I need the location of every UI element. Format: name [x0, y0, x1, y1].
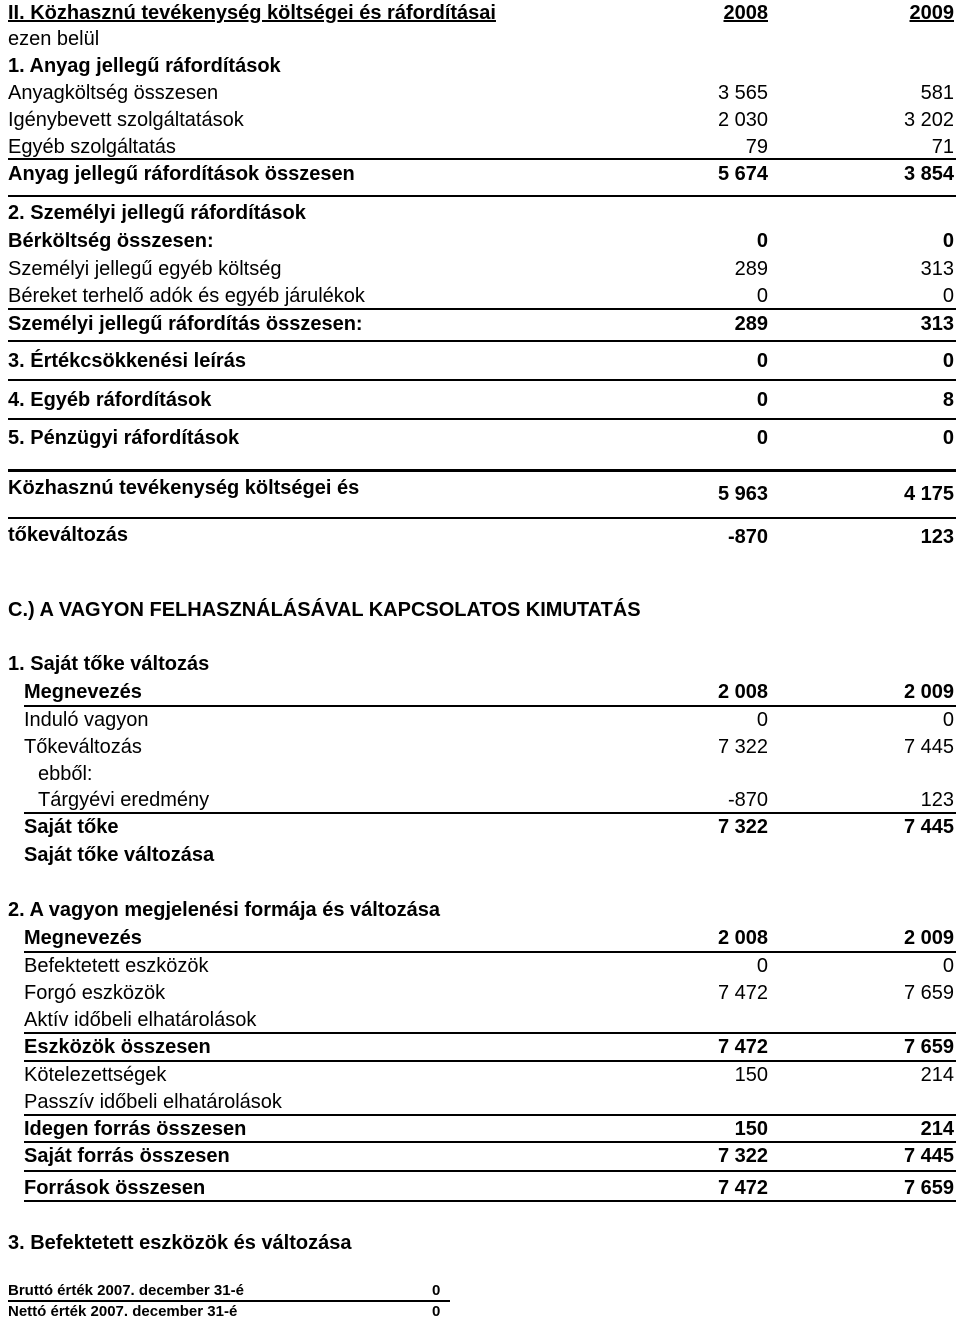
table-row	[0, 1062, 960, 1088]
divider	[8, 418, 956, 420]
row-value: 0	[432, 1303, 441, 1320]
divider	[8, 517, 956, 519]
row-value-2009: 581	[920, 82, 954, 104]
row-value-2009: 0	[942, 955, 954, 977]
row-label: 3. Értékcsökkenési leírás	[8, 350, 246, 372]
row-value-2008: 5 674	[717, 163, 768, 185]
row-value-2009: 4 175	[903, 483, 954, 505]
row-value-2008: 0	[756, 709, 768, 731]
row-label: Személyi jellegű ráfordítás összesen:	[8, 313, 363, 335]
row-value-2009: 7 659	[903, 1036, 954, 1058]
table-row	[0, 1034, 960, 1060]
group-5-row	[0, 425, 960, 451]
row-value-2009: 0	[942, 427, 954, 449]
row-label: Igénybevett szolgáltatások	[8, 109, 244, 131]
divider	[24, 1170, 956, 1172]
table-1-title-row	[0, 651, 960, 677]
row-value-2008: 289	[734, 313, 768, 335]
row-label: 4. Egyéb ráfordítások	[8, 389, 212, 411]
table-row	[0, 1007, 960, 1033]
row-value-2008: 79	[745, 136, 768, 158]
row-value-2009: 0	[942, 709, 954, 731]
section-2-total-row	[0, 475, 960, 505]
row-label: Tárgyévi eredmény	[38, 789, 210, 811]
row-value-2009: 7 445	[903, 736, 954, 758]
row-label: Közhasznú tevékenység költségei és	[8, 477, 360, 499]
divider	[8, 308, 956, 310]
ezen-belul-label: ezen belül	[8, 28, 100, 50]
column-header: Megnevezés	[24, 681, 142, 703]
table-row	[0, 787, 960, 813]
row-value-2009: 0	[942, 350, 954, 372]
row-label: Személyi jellegű egyéb költség	[8, 258, 282, 280]
table-1-title: 1. Saját tőke változás	[8, 653, 210, 675]
row-value-2008: 150	[734, 1064, 768, 1086]
table-1-header	[0, 679, 960, 705]
row-value-2009: 3 854	[903, 163, 954, 185]
row-label: ebből:	[38, 763, 93, 785]
row-value-2009: 71	[931, 136, 954, 158]
row-label: Bérköltség összesen:	[8, 230, 214, 252]
table-row	[0, 842, 960, 868]
table-row	[0, 707, 960, 733]
section-c-title-row	[0, 597, 960, 623]
table-2-title-row	[0, 897, 960, 923]
table-row	[0, 256, 960, 282]
table-row	[0, 980, 960, 1006]
row-value-2008: 7 322	[717, 1145, 768, 1167]
group-3-row	[0, 348, 960, 374]
section-c-title: C.) A VAGYON FELHASZNÁLÁSÁVAL KAPCSOLATOS KIMUTATÁS	[8, 599, 641, 621]
table-row	[0, 1143, 960, 1169]
divider	[8, 469, 956, 472]
row-label: Egyéb szolgáltatás	[8, 136, 176, 158]
row-value-2009: 214	[920, 1064, 954, 1086]
divider	[8, 340, 956, 342]
row-value-2009: 7 445	[903, 1145, 954, 1167]
row-label: Bruttó érték 2007. december 31-é	[8, 1282, 244, 1299]
row-value-2008: 7 472	[717, 982, 768, 1004]
group-1-title: 1. Anyag jellegű ráfordítások	[8, 55, 281, 77]
row-label: Saját tőke	[24, 816, 119, 838]
table-row	[0, 80, 960, 106]
row-label: tőkeváltozás	[8, 524, 129, 546]
table-row	[0, 228, 960, 254]
table-row	[0, 1302, 960, 1322]
row-value-2009: 8	[942, 389, 954, 411]
row-value-2009: 0	[942, 285, 954, 307]
row-value-2009: 7 659	[903, 1177, 954, 1199]
column-header-2009: 2 009	[903, 681, 954, 703]
group-2-title: 2. Személyi jellegű ráfordítások	[8, 202, 306, 224]
ezen-belul-row	[0, 26, 960, 52]
row-value-2008: 7 322	[717, 816, 768, 838]
row-label: Eszközök összesen	[24, 1036, 211, 1058]
row-label: Saját tőke változása	[24, 844, 215, 866]
row-value-2008: 289	[734, 258, 768, 280]
row-value-2008: 3 565	[717, 82, 768, 104]
table-row	[0, 1116, 960, 1142]
row-value-2008: 7 472	[717, 1036, 768, 1058]
row-label: Passzív időbeli elhatárolások	[24, 1091, 282, 1113]
row-value-2009: 7 659	[903, 982, 954, 1004]
row-label: Induló vagyon	[24, 709, 149, 731]
table-row	[0, 1175, 960, 1201]
row-value-2008: 0	[756, 230, 768, 252]
row-value-2009: 7 445	[903, 816, 954, 838]
row-value-2009: 123	[920, 526, 954, 548]
section-2-header-row	[0, 0, 960, 26]
table-row	[0, 1089, 960, 1115]
row-label: 5. Pénzügyi ráfordítások	[8, 427, 240, 449]
column-header-2008: 2 008	[717, 681, 768, 703]
row-value-2009: 123	[920, 789, 954, 811]
group-4-row	[0, 387, 960, 413]
table-row	[0, 1281, 960, 1301]
row-label: Befektetett eszközök	[24, 955, 209, 977]
group-2-title-row	[0, 200, 960, 226]
table-3-title-row	[0, 1230, 960, 1256]
table-row	[0, 734, 960, 760]
row-label: Saját forrás összesen	[24, 1145, 230, 1167]
row-value-2008: 0	[756, 955, 768, 977]
column-header: Megnevezés	[24, 927, 142, 949]
row-label: Béreket terhelő adók és egyéb járulékok	[8, 285, 365, 307]
row-value-2008: 150	[734, 1118, 768, 1140]
divider	[24, 1200, 956, 1202]
group-2-total-row	[0, 311, 960, 337]
row-label: Tőkeváltozás	[24, 736, 142, 758]
table-row	[0, 107, 960, 133]
row-label: Nettó érték 2007. december 31-é	[8, 1303, 238, 1320]
row-label: Aktív időbeli elhatárolások	[24, 1009, 257, 1031]
table-row	[0, 953, 960, 979]
divider	[8, 195, 956, 197]
row-value: 0	[432, 1282, 441, 1299]
row-label: Anyagköltség összesen	[8, 82, 219, 104]
year-2008-header: 2008	[723, 2, 768, 24]
tokevaltozas-row	[0, 522, 960, 548]
row-value-2008: 7 322	[717, 736, 768, 758]
column-header-2008: 2 008	[717, 927, 768, 949]
row-value-2008: -870	[727, 526, 768, 548]
group-1-title-row	[0, 53, 960, 79]
row-value-2009: 0	[942, 230, 954, 252]
row-label: Források összesen	[24, 1177, 206, 1199]
row-value-2009: 214	[920, 1118, 954, 1140]
row-value-2009: 3 202	[903, 109, 954, 131]
row-value-2008: -870	[727, 789, 768, 811]
row-label: Forgó eszközök	[24, 982, 166, 1004]
row-label: Kötelezettségek	[24, 1064, 167, 1086]
divider	[8, 158, 956, 160]
section-2-title: II. Közhasznú tevékenység költségei és ráfordításai	[8, 2, 496, 24]
row-value-2009: 313	[920, 313, 954, 335]
row-value-2008: 2 030	[717, 109, 768, 131]
table-row	[0, 814, 960, 840]
row-label: Idegen forrás összesen	[24, 1118, 247, 1140]
row-value-2008: 0	[756, 389, 768, 411]
row-value-2008: 0	[756, 350, 768, 372]
year-2009-header: 2009	[909, 2, 954, 24]
table-2-header	[0, 925, 960, 951]
row-label: Anyag jellegű ráfordítások összesen	[8, 163, 355, 185]
column-header-2009: 2 009	[903, 927, 954, 949]
divider	[8, 379, 956, 381]
table-3-title: 3. Befektetett eszközök és változása	[8, 1232, 352, 1254]
ebbol-row	[0, 761, 960, 787]
table-row	[0, 283, 960, 309]
table-2-title: 2. A vagyon megjelenési formája és változása	[8, 899, 441, 921]
row-value-2008: 0	[756, 427, 768, 449]
row-value-2009: 313	[920, 258, 954, 280]
group-1-total-row	[0, 161, 960, 187]
row-value-2008: 7 472	[717, 1177, 768, 1199]
row-value-2008: 0	[756, 285, 768, 307]
row-value-2008: 5 963	[717, 483, 768, 505]
table-row	[0, 134, 960, 160]
